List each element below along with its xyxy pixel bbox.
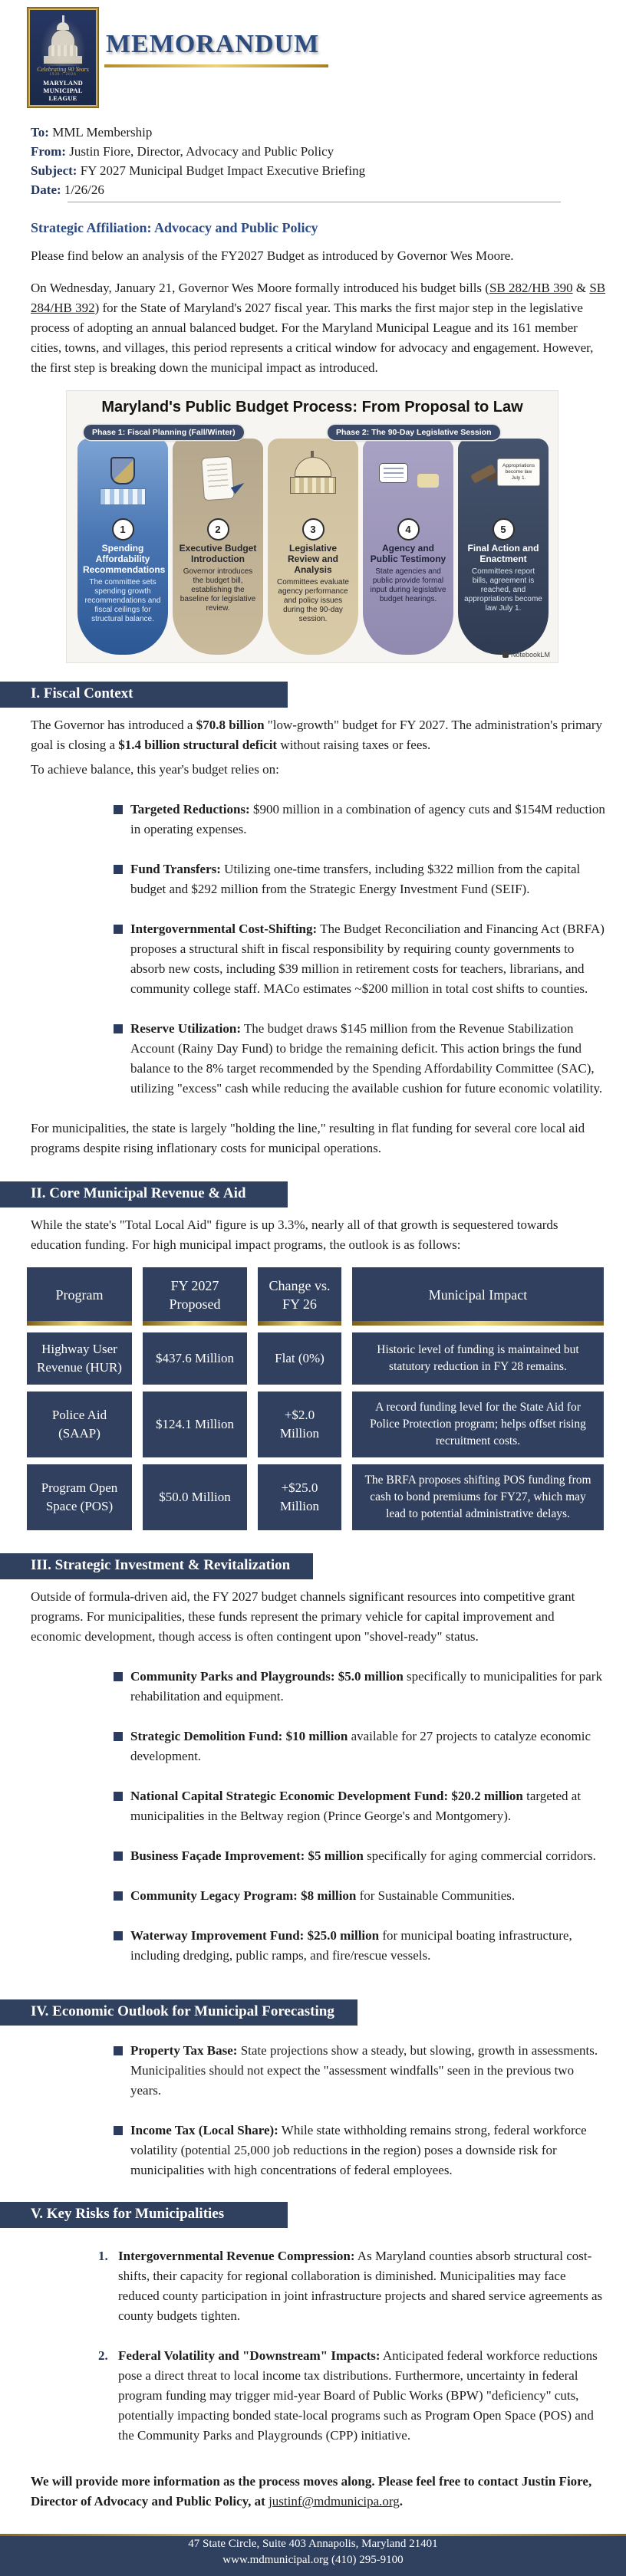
footer-contact: www.mdmunicipal.org (410) 295-9100 <box>222 2554 404 2566</box>
table-row-cell-proposed: $124.1 Million <box>143 1392 247 1457</box>
section-1-lead-in: To achieve balance, this year's budget relies on: <box>31 762 279 777</box>
meta-subject: Subject: FY 2027 Municipal Budget Impact Executive Briefing <box>31 163 366 178</box>
budget-process-infographic <box>66 390 558 663</box>
list-item <box>114 1019 606 1099</box>
text-segment: Federal Volatility and "Downstream" Impacts: <box>118 2348 381 2363</box>
text-segment: Fund Transfers: <box>130 862 221 876</box>
step-number-badge: 2 <box>207 518 229 540</box>
step-3-panel: 3 Legislative Review and Analysis Committees evaluate agency performance and policy issues during the 90-day session. <box>268 439 358 655</box>
text-segment: Community Parks and Playgrounds: $5.0 million <box>130 1669 404 1684</box>
municipal-aid-table <box>27 1267 626 1530</box>
list-item <box>114 1886 606 1906</box>
bullet-square-icon <box>114 1732 123 1741</box>
text-segment: Property Tax Base: <box>130 2043 238 2058</box>
text-segment: specifically to municipalities for park rehabilitation and equipment. <box>130 1669 602 1704</box>
text-segment: We will provide more information as the process moves along. Please feel free to contact Justin Fiore, Director of Advocacy and Public Policy, at <box>31 2474 592 2509</box>
step-1-panel: 1 Spending Affordability Recommendations The committee sets spending growth recommendations and fiscal ceilings for structural balance. <box>77 439 168 655</box>
text-segment: State projections show a steady, but slowing, growth in assessments. Municipalities should not expect the "assessment windfalls" seen in the previous two years. <box>130 2043 598 2098</box>
text-segment: The budget draws $145 million from the Revenue Stabilization Account (Rainy Day Fund) to bridge the remaining deficit. This action brings the fund balance to the 8% target recommended by the Spending Affordability Committee (SAC), utilizing "excess" cash while reducing the available cushion for future economic volatility. <box>130 1021 603 1096</box>
step-number-badge: 4 <box>397 518 420 540</box>
text-segment: Business Façade Improvement: $5 million <box>130 1848 364 1863</box>
meta-to: To: MML Membership <box>31 125 153 140</box>
table-row-cell-program: Highway User Revenue (HUR) <box>27 1332 132 1385</box>
list-item <box>114 1667 606 1707</box>
text-segment: On Wednesday, January 21, Governor Wes Moore formally introduced his budget bills ( <box>31 281 489 295</box>
text-segment: Utilizing one-time transfers, including $322 million from the capital budget and $292 million from the Strategic Energy Investment Fund (SEIF). <box>130 862 581 896</box>
bullet-square-icon <box>114 1672 123 1681</box>
section-5-banner: V. Key Risks for Municipalities <box>0 2202 288 2228</box>
mml-logo <box>28 8 98 107</box>
text-segment: Intergovernmental Cost-Shifting: <box>130 922 318 936</box>
text-segment: The Budget Reconciliation and Financing Act (BRFA) proposes a structural shift in fiscal responsibility by requiring county governments to absorb new costs, including $39 million in retirement costs for teachers, librarians, and community college staff. MACo estimates ~$200 million in total cost shifts to counties. <box>130 922 605 996</box>
logo-celebrating-text: Celebrating 90 Years <box>37 66 89 73</box>
list-item <box>114 2121 606 2180</box>
bullet-square-icon <box>114 2126 123 2135</box>
table-row-cell-proposed: $50.0 Million <box>143 1464 247 1530</box>
text-segment: The Governor has introduced a <box>31 718 196 732</box>
logo-glow <box>38 15 87 66</box>
text-segment: Community Legacy Program: $8 million <box>130 1888 357 1903</box>
table-row-cell-change: +$2.0 Million <box>258 1392 341 1457</box>
bullet-square-icon <box>114 2046 123 2055</box>
bullet-square-icon <box>114 1792 123 1801</box>
text-segment: without raising taxes or fees. <box>277 738 431 752</box>
meta-from: From: Justin Fiore, Director, Advocacy and Public Policy <box>31 144 334 159</box>
list-number: 1. <box>98 2249 108 2263</box>
bank-building-icon <box>100 488 146 505</box>
text-segment: $70.8 billion <box>196 718 265 732</box>
text-segment: Anticipated federal workforce reductions pose a direct threat to local income tax distributions. Furthermore, uncertainty in federal program funding may trigger mid-year Board of Public Works (BPW) "deficiency" cuts, potentially impacting bonded state-local programs such as Program Open Space (POS) and the Community Parks and Playgrounds (CPP) initiative. <box>118 2348 598 2443</box>
phase-1-badge: Phase 1: Fiscal Planning (Fall/Winter) <box>84 425 244 440</box>
meta-date: Date: 1/26/26 <box>31 182 104 197</box>
link-sb282-hb390[interactable]: SB 282/HB 390 <box>489 281 573 295</box>
section-1-closing: For municipalities, the state is largely "holding the line," resulting in flat funding for several core local aid programs despite rising inflationary costs for municipal operations. <box>31 1121 585 1155</box>
capitol-dome-icon <box>62 15 64 22</box>
list-item <box>114 1786 606 1826</box>
list-item <box>98 2246 606 2326</box>
intro-paragraph-2 <box>31 278 606 378</box>
infographic-steps <box>77 439 549 655</box>
bullet-square-icon <box>114 1852 123 1861</box>
text-segment: While state withholding remains strong, federal workforce volatility (potential 25,000 job reductions in the region) poses a downside risk for municipalities with high concentrations of federal employees. <box>130 2123 587 2177</box>
title-gold-rule <box>104 64 328 67</box>
list-item <box>98 2346 606 2446</box>
text-segment: specifically for aging commercial corridors. <box>363 1848 596 1863</box>
section-1-banner: I. Fiscal Context <box>0 682 288 708</box>
list-item <box>114 1727 606 1766</box>
notebooklm-icon <box>502 652 509 658</box>
link-email[interactable]: justinf@mdmunicipa.org <box>269 2494 400 2509</box>
text-segment: Reserve Utilization: <box>130 1021 241 1036</box>
memo-header <box>0 0 626 203</box>
logo-years-text: 1936 - 2026 <box>49 73 77 77</box>
speech-bubble-icon <box>379 463 408 483</box>
memo-title: MEMORANDUM <box>106 30 320 58</box>
text-segment: National Capital Strategic Economic Development Fund: $20.2 million <box>130 1789 523 1803</box>
bullet-square-icon <box>114 805 123 814</box>
list-number: 2. <box>98 2348 108 2363</box>
table-row-cell-program: Program Open Space (POS) <box>27 1464 132 1530</box>
text-segment: & <box>572 281 590 295</box>
section-3-banner: III. Strategic Investment & Revitalization <box>0 1553 313 1579</box>
logo-org-name: MARYLAND MUNICIPAL LEAGUE <box>43 79 83 102</box>
table-header-change: Change vs. FY 26 <box>258 1267 341 1326</box>
shield-icon <box>110 457 135 485</box>
text-segment: "low-growth" budget for FY 2027. The administration's primary goal is closing a <box>31 718 603 752</box>
table-header-impact: Municipal Impact <box>352 1267 604 1326</box>
section-3-intro: Outside of formula-driven aid, the FY 2027 budget channels significant resources into competitive grant programs. For municipalities, these funds represent the primary vehicle for capital improvement and economic development, though access is often contingent upon "shovel-ready" status. <box>31 1589 575 1644</box>
table-row-cell-proposed: $437.6 Million <box>143 1332 247 1385</box>
notebooklm-watermark: NotebookLM <box>502 651 550 659</box>
bullet-square-icon <box>114 1891 123 1901</box>
text-segment: Waterway Improvement Fund: $25.0 million <box>130 1928 380 1943</box>
table-row-cell-impact: A record funding level for the State Aid for Police Protection program; helps offset rising recruitment costs. <box>352 1392 604 1457</box>
section-1-paragraph <box>31 715 606 755</box>
budget-bill-scroll-icon <box>201 456 235 501</box>
text-segment: for Sustainable Communities. <box>356 1888 516 1903</box>
list-item <box>114 1846 606 1866</box>
list-item <box>114 859 606 899</box>
text-segment: $900 million in a combination of agency cuts and $154M reduction in operating expenses. <box>130 802 605 836</box>
step-number-badge: 1 <box>112 518 134 540</box>
step-number-badge: 5 <box>493 518 515 540</box>
table-row-cell-impact: The BRFA proposes shifting POS funding from cash to bond premiums for FY27, which may lead to potential administrative delays. <box>352 1464 604 1530</box>
appropriations-scroll-note: Appropriations become law July 1. <box>497 458 540 486</box>
table-row-cell-program: Police Aid (SAAP) <box>27 1392 132 1457</box>
speech-bubble-icon <box>417 474 439 488</box>
table-header-program: Program <box>27 1267 132 1326</box>
bullet-square-icon <box>114 1024 123 1033</box>
list-item <box>114 1926 606 1966</box>
text-segment: Targeted Reductions: <box>130 802 250 816</box>
strategic-affiliation-heading: Strategic Affiliation: Advocacy and Public Policy <box>31 220 318 235</box>
list-item <box>114 919 606 999</box>
text-segment: Strategic Demolition Fund: $10 million <box>130 1729 348 1743</box>
bullet-square-icon <box>114 865 123 874</box>
text-segment: Income Tax (Local Share): <box>130 2123 278 2137</box>
closing-paragraph <box>31 2472 606 2512</box>
text-segment: As Maryland counties absorb structural cost-shifts, their capacity for regional collaboration is diminished. Municipalities may face reduced county participation in joint infrastructure projects and shared service agreements as county budgets tighten. <box>118 2249 603 2323</box>
infographic-title: Maryland's Public Budget Process: From Proposal to Law <box>101 399 523 416</box>
statehouse-dome-icon <box>295 457 331 477</box>
page-footer <box>0 2534 626 2576</box>
section-4-banner: IV. Economic Outlook for Municipal Forecasting <box>0 1999 357 2026</box>
link-sb284-hb392[interactable]: SB 284/HB 392 <box>31 281 606 315</box>
text-segment: . <box>399 2494 404 2509</box>
gavel-icon <box>470 464 496 484</box>
text-segment: available for 27 projects to catalyze economic development. <box>130 1729 591 1763</box>
bullet-square-icon <box>114 925 123 934</box>
table-row-cell-impact: Historic level of funding is maintained but statutory reduction in FY 28 remains. <box>352 1332 604 1385</box>
list-item <box>114 800 606 840</box>
text-segment: Intergovernmental Revenue Compression: <box>118 2249 355 2263</box>
text-segment: targeted at municipalities in the Beltway region (Prince George's and Montgomery). <box>130 1789 582 1823</box>
text-segment: ) for the State of Maryland's 2027 fiscal year. This marks the first major step in the legislative process of adopting an annual balanced budget. For the Maryland Municipal League and its 161 member cities, towns, and villages, this period represents a critical window for advocacy and engagement. However, the first step is breaking down the municipal impact as introduced. <box>31 301 594 375</box>
table-row-cell-change: +$25.0 Million <box>258 1464 341 1530</box>
step-4-panel: 4 Agency and Public Testimony State agencies and public provide formal input during legislative budget hearings. <box>363 439 453 655</box>
phase-2-badge: Phase 2: The 90-Day Legislative Session <box>328 425 500 440</box>
step-5-panel: Appropriations become law July 1. 5 Final Action and Enactment Committees report bills, agreement is reached, and appropriations become law July 1. <box>458 439 549 655</box>
memo-meta-block <box>31 123 365 199</box>
intro-paragraph-1: Please find below an analysis of the FY2027 Budget as introduced by Governor Wes Moore. <box>31 248 514 263</box>
step-2-panel: 2 Executive Budget Introduction Governor introduces the budget bill, establishing the baseline for legislative review. <box>173 439 263 655</box>
text-segment: $1.4 billion structural deficit <box>118 738 278 752</box>
section-2-banner: II. Core Municipal Revenue & Aid <box>0 1181 288 1208</box>
footer-address: 47 State Circle, Suite 403 Annapolis, Maryland 21401 <box>188 2538 438 2550</box>
section-2-intro: While the state's "Total Local Aid" figure is up 3.3%, nearly all of that growth is sequestered towards education funding. For high municipal impact programs, the outlook is as follows: <box>31 1217 558 1252</box>
list-item <box>114 2041 606 2101</box>
step-number-badge: 3 <box>302 518 325 540</box>
table-header-proposed: FY 2027 Proposed <box>143 1267 247 1326</box>
text-segment: for municipal boating infrastructure, including dredging, public ramps, and fire/rescue vessels. <box>130 1928 572 1963</box>
bullet-square-icon <box>114 1931 123 1940</box>
table-row-cell-change: Flat (0%) <box>258 1332 341 1385</box>
